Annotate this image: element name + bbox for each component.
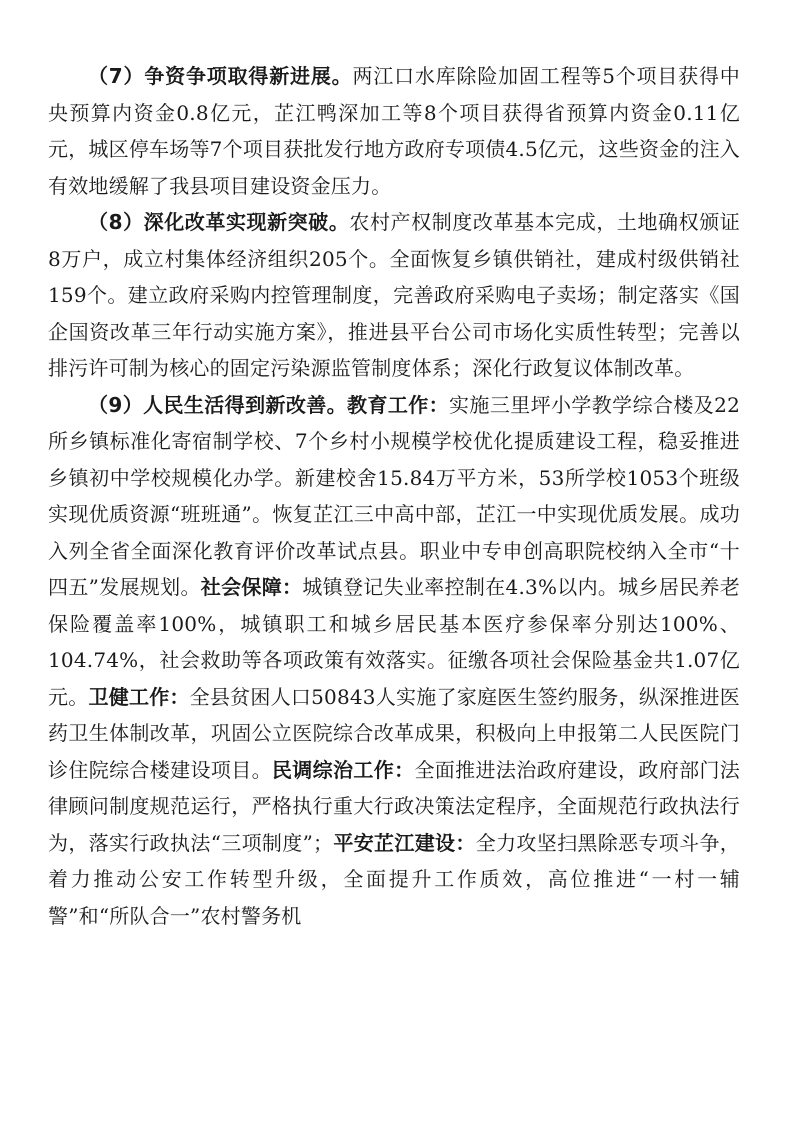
subheading-governance: 民调综治工作： [271, 757, 415, 782]
paragraph-livelihood [48, 387, 740, 935]
paragraph-reform [48, 204, 740, 387]
document-page [48, 58, 740, 934]
body-governance: 全面推进法治政府建设，政府部门法律顾问制度规范运行，严格执行重大行政决策法定程序，全面规范行政执法行为，落实行政执法“三项制度”； [48, 757, 741, 855]
heading-funding: （7）争资争项取得新进展。 [88, 64, 353, 88]
heading-reform: （8）深化改革实现新突破。 [88, 210, 350, 234]
paragraph-funding [48, 58, 740, 204]
body-safety: 全力攻坚扫黑除恶专项斗争，着力推动公安工作转型升级，全面提升工作质效，高位推进“一村一辅警”和“所队合一”农村警务机 [48, 830, 740, 928]
body-funding: 两江口水库除险加固工程等5个项目获得中央预算内资金0.8亿元，芷江鸭深加工等8个项目获得省预算内资金0.11亿元，城区停车场等7个项目获批发行地方政府专项债4.5亿元，这些资金的注入有效地缓解了我县项目建设资金压力。 [48, 64, 740, 198]
subheading-social-security: 社会保障： [200, 575, 303, 599]
subheading-safety: 平安芷江建设： [333, 830, 476, 855]
subheading-health: 卫健工作： [88, 684, 190, 709]
body-social-security: 城镇登记失业率控制在4.3%以内。城乡居民养老保险覆盖率100%，城镇职工和城乡居民基本医疗参保率分别达100%、104.74%，社会救助等各项政策有效落实。征缴各项社会保险基金共1.07亿元。 [48, 575, 740, 709]
body-health: 全县贫困人口50843人实施了家庭医生签约服务，纵深推进医药卫生体制改革，巩固公立医院综合改革成果，积极向上申报第二人民医院门诊住院综合楼建设项目。 [48, 684, 740, 782]
body-reform: 农村产权制度改革基本完成，土地确权颁证8万户，成立村集体经济组织205个。全面恢复乡镇供销社，建成村级供销社159个。建立政府采购内控管理制度，完善政府采购电子卖场；制定落实《国企国资改革三年行动实施方案》，推进县平台公司市场化实质性转型；完善以排污许可制为核心的固定污染源监管制度体系；深化行政复议体制改革。 [48, 210, 740, 380]
body-education: 实施三里坪小学教学综合楼及22所乡镇标准化寄宿制学校、7个乡村小规模学校优化提质建设工程，稳妥推进乡镇初中学校规模化办学。新建校舍15.84万平方米，53所学校1053个班级实现优质资源“班班通”。恢复芷江三中高中部，芷江一中实现优质发展。成功入列全省全面深化教育评价改革试点县。职业中专申创高职院校纳入全市“十四五”发展规划。 [48, 392, 741, 599]
heading-livelihood: （9）人民生活得到新改善。 [88, 392, 348, 417]
subheading-education: 教育工作： [347, 392, 450, 417]
